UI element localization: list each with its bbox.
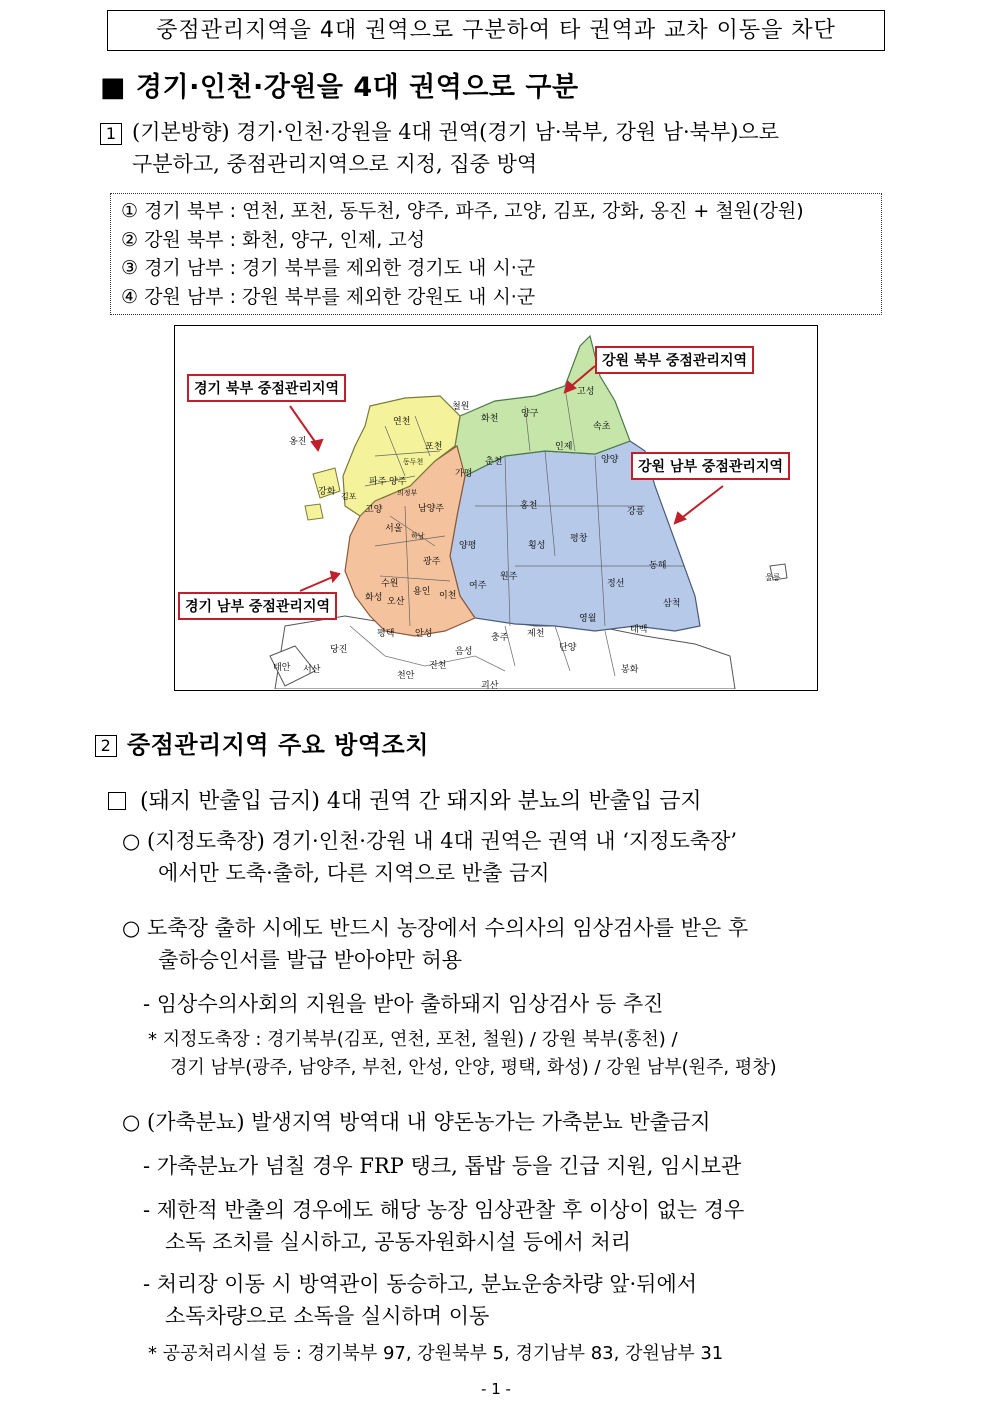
map-label: 진천 [429,661,447,671]
map-label: 양양 [601,455,619,465]
map-label: 서산 [303,665,321,675]
map-label: 수원 [381,579,399,589]
map-label: 의정부 [397,489,418,497]
map-label: 김포 [341,492,357,501]
map-label: 하남 [411,532,425,540]
region-item: ① 경기 북부 : 연천, 포천, 동두천, 양주, 파주, 고양, 김포, 강화, 옹진 + 철원(강원) [121,200,804,222]
measure-item [143,1194,903,1258]
sub-header-text: (돼지 반출입 금지) 4대 권역 간 돼지와 분뇨의 반출입 금지 [140,789,702,814]
map-label: 음성 [455,647,473,657]
map-label: 서울 [385,524,403,534]
section-number-2: 2 [95,735,117,757]
map-label: 안성 [415,629,433,639]
measure-line: ○ 도축장 출하 시에도 반드시 농장에서 수의사의 임상검사를 받은 후 [122,916,749,940]
map-label: 파주 [369,477,387,487]
map-label: 남양주 [418,504,445,514]
map-label: 속초 [593,422,611,432]
map-label: 춘천 [485,457,503,467]
measure-line: 에서만 도축·출하, 다른 지역으로 반출 금지 [158,861,550,885]
map-label: 광주 [423,557,441,567]
map-label: 고성 [577,387,595,397]
region-item: ④ 강원 남부 : 강원 북부를 제외한 강원도 내 시·군 [121,285,536,308]
callout-gyeonggi-north: 경기 북부 중점관리지역 [187,374,346,402]
map-label: 화천 [481,414,499,424]
designated-slaughterhouse-note [148,1026,908,1082]
map-label: 제천 [527,629,545,639]
summary-box: 중점관리지역을 4대 권역으로 구분하여 타 권역과 교차 이동을 차단 [107,10,885,51]
map-label: 단양 [559,643,577,653]
section-2-title: 중점관리지역 주요 방역조치 [127,731,429,759]
basic-direction-paragraph [100,116,900,180]
map-label: 연천 [393,417,411,427]
note-line: 경기 남부(광주, 남양주, 부천, 안성, 안양, 평택, 화성) / 강원 남부(원주, 평창) [170,1057,777,1078]
section-title-measures [95,725,429,760]
map-label: 용인 [413,587,431,597]
map-label: 인제 [555,442,573,452]
map-label: 강화 [318,487,336,497]
map-label: 태안 [273,663,291,673]
measure-line: 소독 조치를 실시하고, 공동자원화시설 등에서 처리 [165,1230,632,1254]
callout-gyeonggi-south: 경기 남부 중점관리지역 [178,592,337,620]
measure-line: - 임상수의사회의 지원을 받아 출하돼지 임상검사 등 추진 [143,992,664,1016]
pig-transport-ban-header [108,784,702,815]
measure-line: 출하승인서를 발급 받아야만 허용 [158,948,463,972]
map-label: 당진 [330,645,348,655]
map-label: 화성 [365,593,383,603]
section-title-regions: ■ 경기·인천·강원을 4대 권역으로 구분 [100,72,579,103]
section-number-1: 1 [100,123,122,145]
map-label: 양구 [521,409,539,419]
map-label: 동두천 [403,458,424,466]
measure-line: - 제한적 반출의 경우에도 해당 농장 임상관찰 후 이상이 없는 경우 [143,1198,745,1222]
map-label: 옹진 [289,437,307,447]
map-label: 횡성 [528,541,546,551]
map-label: 오산 [387,597,405,607]
map-label: 홍천 [520,501,538,511]
measure-line: 소독차량으로 소독을 실시하며 이동 [165,1304,490,1328]
map-label: 여주 [469,581,487,591]
map-label: 삼척 [663,599,681,609]
measure-item [122,825,912,889]
map-label: 동해 [649,561,667,571]
map-label: 괴산 [481,681,499,691]
region-item: ③ 경기 남부 : 경기 북부를 제외한 경기도 내 시·군 [121,257,536,279]
measure-line: ○ (가축분뇨) 발생지역 방역대 내 양돈농가는 가축분뇨 반출금지 [122,1110,711,1134]
measure-line: - 가축분뇨가 넘칠 경우 FRP 탱크, 톱밥 등을 긴급 지원, 임시보관 [143,1154,742,1178]
callout-gangwon-north: 강원 북부 중점관리지역 [595,346,754,374]
map-label: 봉화 [621,665,639,675]
map-label: 고양 [365,505,383,515]
region-map [174,325,818,691]
map-label: 원주 [500,572,518,582]
map-label: 강릉 [627,507,645,517]
measure-item [143,1268,903,1332]
map-label: 포천 [425,442,443,452]
public-facility-note: * 공공처리시설 등 : 경기북부 97, 강원북부 5, 경기남부 83, 강원남부 31 [148,1343,724,1364]
page-number: - 1 - [481,1380,511,1398]
map-label: 양주 [389,477,407,487]
callout-gangwon-south: 강원 남부 중점관리지역 [631,452,790,480]
region-item: ② 강원 북부 : 화천, 양구, 인제, 고성 [121,228,426,251]
region-list-box [110,193,882,315]
note-line: * 지정도축장 : 경기북부(김포, 연천, 포천, 철원) / 강원 북부(홍천) / [148,1029,678,1050]
map-label: 정선 [607,579,625,589]
map-label: 영월 [579,614,597,624]
map-label: 평창 [570,534,588,544]
map-label: 가평 [455,469,473,479]
map-label: 태백 [630,625,648,635]
checkbox-square-icon [108,792,126,810]
map-label: 울릉 [765,573,781,582]
map-label: 평택 [377,629,395,639]
measure-line: - 처리장 이동 시 방역관이 동승하고, 분뇨운송차량 앞·뒤에서 [143,1272,698,1296]
map-label: 양평 [459,541,477,551]
measure-item [122,912,912,976]
measure-line: ○ (지정도축장) 경기·인천·강원 내 4대 권역은 권역 내 ‘지정도축장’ [122,829,738,853]
para-line-2: 구분하고, 중점관리지역으로 지정, 집중 방역 [132,152,538,176]
map-label: 철원 [452,402,470,412]
map-label: 천안 [397,671,415,681]
para-line-1: (기본방향) 경기·인천·강원을 4대 권역(경기 남·북부, 강원 남·북부)으로 [132,120,779,144]
map-label: 충주 [491,633,509,643]
map-label: 이천 [439,591,457,601]
